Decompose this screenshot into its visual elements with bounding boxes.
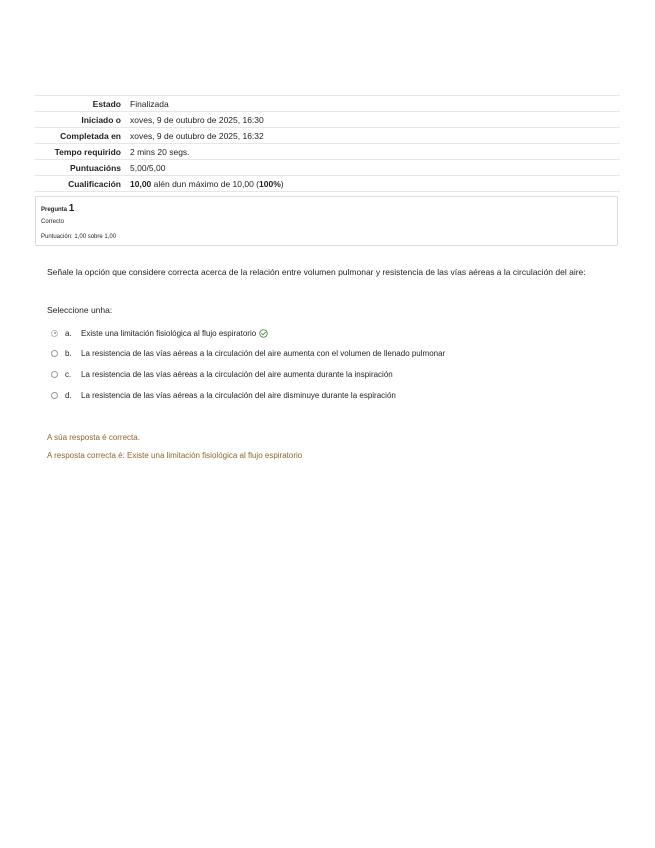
summary-label: Puntuacións	[35, 160, 130, 176]
summary-value: Finalizada	[130, 96, 620, 112]
radio-button[interactable]	[51, 392, 58, 399]
summary-label: Estado	[35, 96, 130, 112]
answer-option-c[interactable]	[51, 364, 445, 385]
answer-prompt: Seleccione unha:	[47, 305, 113, 315]
right-answer-feedback: A resposta correcta é: Existe una limitación fisiológica al flujo espiratorio	[47, 451, 303, 460]
summary-value: 5,00/5,00	[130, 160, 620, 176]
summary-label: Cualificación	[35, 176, 130, 192]
check-circle-icon	[259, 329, 268, 338]
option-letter: a.	[65, 328, 72, 338]
summary-label: Tempo requirido	[35, 144, 130, 160]
summary-row-marks	[35, 160, 620, 176]
summary-label: Iniciado o	[35, 112, 130, 128]
summary-row-completed	[35, 128, 620, 144]
summary-row-state	[35, 96, 620, 112]
attempt-summary-table	[35, 95, 620, 192]
radio-button[interactable]	[51, 350, 58, 357]
summary-row-started	[35, 112, 620, 128]
summary-value: xoves, 9 de outubro de 2025, 16:30	[130, 112, 620, 128]
question-label: Pregunta	[41, 207, 68, 213]
option-text: Existe una limitación fisiológica al flujo espiratorio	[81, 328, 257, 338]
answer-option-a[interactable]	[51, 323, 445, 344]
summary-label: Completada en	[35, 128, 130, 144]
grade-close-paren: )	[280, 178, 284, 189]
summary-row-time-taken	[35, 144, 620, 160]
question-number	[41, 203, 74, 214]
grade-max-text: alén dun máximo de 10,00 (	[151, 178, 260, 189]
grade-score: 10,00	[130, 178, 152, 189]
option-text: La resistencia de las vías aéreas a la circulación del aire aumenta con el volumen de llenado pulmonar	[81, 349, 446, 359]
option-letter: b.	[65, 349, 72, 359]
grade-percent: 100%	[259, 178, 281, 189]
answer-option-b[interactable]	[51, 344, 445, 365]
grade-value	[130, 176, 620, 192]
answer-options	[51, 323, 445, 405]
summary-value: xoves, 9 de outubro de 2025, 16:32	[130, 128, 620, 144]
radio-button-selected[interactable]	[51, 330, 58, 337]
question-grade: Puntuación: 1,00 sobre 1,00	[41, 234, 117, 240]
option-text: La resistencia de las vías aéreas a la circulación del aire disminuye durante la espiración	[81, 390, 396, 400]
question-state: Correcto	[41, 219, 65, 225]
specific-feedback: A súa resposta é correcta.	[47, 433, 140, 442]
question-text: Señale la opción que considere correcta acerca de la relación entre volumen pulmonar y resistencia de las vías aéreas a la circulación del aire:	[47, 267, 586, 277]
option-letter: c.	[65, 369, 72, 379]
summary-value: 2 mins 20 segs.	[130, 144, 620, 160]
question-number-value: 1	[68, 203, 75, 214]
radio-button[interactable]	[51, 371, 58, 378]
question-info-box	[35, 196, 618, 246]
option-text: La resistencia de las vías aéreas a la circulación del aire aumenta durante la inspiración	[81, 369, 393, 379]
answer-option-d[interactable]	[51, 385, 445, 406]
option-letter: d.	[65, 390, 72, 400]
summary-row-grade	[35, 176, 620, 192]
